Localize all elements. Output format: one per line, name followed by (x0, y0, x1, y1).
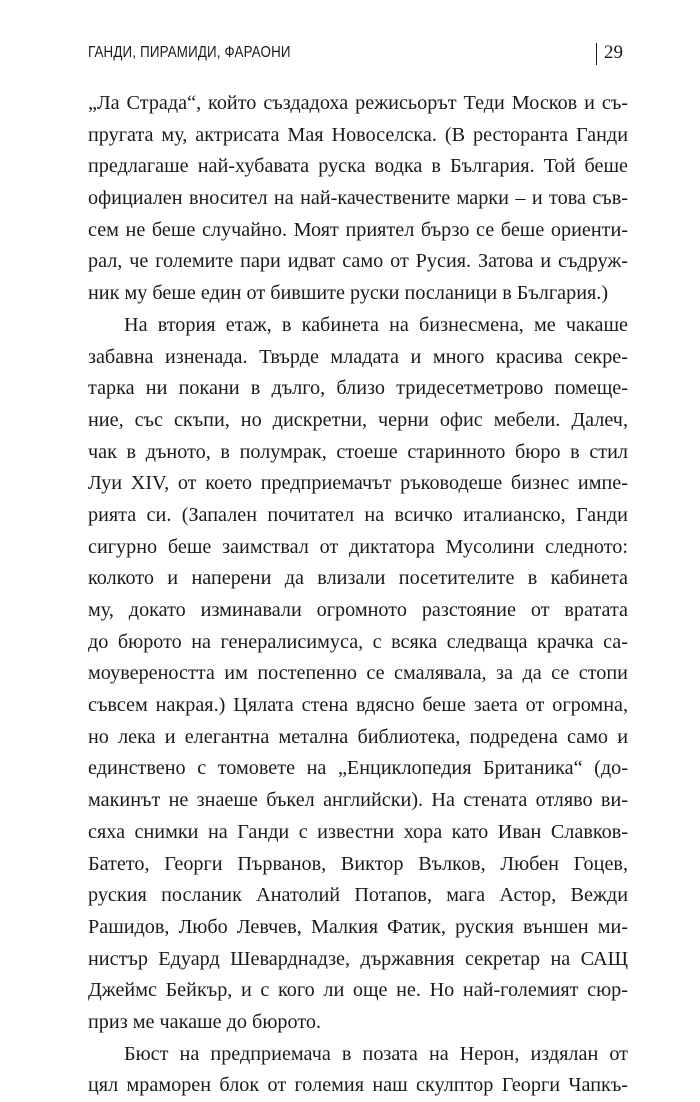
text-line: рал, че големите пари идват само от Русия. Затова и съдруж- (88, 250, 628, 273)
running-header (88, 42, 628, 68)
text-line: „Ла Страда“, който създадоха режисьорът Теди Москов и съ- (88, 92, 628, 114)
header-divider (596, 43, 597, 65)
text-line: Рашидов, Любо Левчев, Малкия Фатик, руския външен ми- (88, 915, 628, 938)
text-line: до бюрото на генералисимуса, с всяка следваща крачка са- (88, 630, 628, 653)
text-line: съвсем накрая.) Цялата стена вдясно беше заета от огромна, (88, 694, 628, 717)
text-line: приз ме чакаше до бюрото. (88, 1010, 322, 1033)
text-line: макинът не знаеше бъкел английски). На стената отляво ви- (88, 789, 628, 812)
page-number: 29 (604, 42, 623, 63)
text-line: сигурно беше заимствал от диктатора Мусолини следното: (88, 535, 628, 558)
text-line: но лека и елегантна метална библиотека, подредена само и (88, 725, 628, 748)
text-line: Батето, Георги Първанов, Виктор Вълков, Любен Гоцев, (88, 852, 628, 875)
text-line: сем не беше случайно. Моят приятел бързо се беше ориенти- (88, 218, 628, 241)
text-line: единствено с томовете на „Енциклопедия Британика“ (до- (88, 757, 628, 780)
text-line: чак в дъното, в полумрак, стоеше старинното бюро в стил (88, 440, 628, 463)
text-line: колкото и наперени да влизали посетителите в кабинета (88, 567, 628, 590)
text-line: Луи XIV, от което предприемачът ръководеше бизнес импе- (88, 472, 628, 495)
text-line: цял мраморен блок от големия наш скулптор Георги Чапкъ- (88, 1074, 628, 1097)
text-line: предлагаше най-хубавата руска водка в България. Той беше (88, 155, 628, 178)
text-line: руския посланик Анатолий Потапов, мага Астор, Вежди (88, 884, 628, 907)
text-line: забавна изненада. Твърде младата и много красива секре- (88, 345, 628, 368)
paragraph-first-line: Бюст на предприемача в позата на Нерон, издялан от (124, 1042, 628, 1065)
text-line: му, докато изминавали огромното разстояние от вратата (88, 599, 628, 621)
text-line: тарка ни покани в дълго, близо тридесетметрово помеще- (88, 377, 628, 400)
text-line: ние, със скъпи, но дискретни, черни офис мебели. Далеч, (88, 408, 628, 431)
text-line: моувереността им постепенно се смалявала, за да се стопи (88, 662, 628, 685)
text-line: ник му беше един от бившите руски посланици в България.) (88, 282, 609, 305)
text-line: рията си. (Запален почитател на всичко италианско, Ганди (88, 503, 628, 526)
text-line: сяха снимки на Ганди с известни хора като Иван Славков- (88, 820, 628, 843)
paragraph-first-line: На втория етаж, в кабинета на бизнесмена, ме чакаше (124, 313, 628, 336)
text-line: официален вносител на най-качествените марки – и това съв- (88, 187, 628, 210)
text-line: нистър Едуард Шеварднадзе, държавния секретар на САЩ (88, 947, 628, 970)
text-line: Джеймс Бейкър, и с кого ли още не. Но най-големият сюр- (88, 979, 628, 1002)
running-title: ГАНДИ, ПИРАМИДИ, ФАРАОНИ (88, 44, 291, 61)
text-line: пругата му, актрисата Мая Новоселска. (В ресторанта Ганди (88, 123, 628, 146)
body-text (88, 88, 628, 1102)
